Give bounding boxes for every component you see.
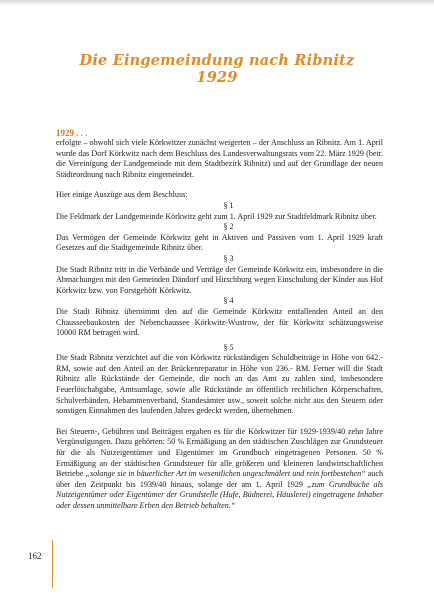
excerpt-intro: Hier einige Auszüge aus dem Beschluss:	[56, 190, 188, 200]
paragraph-benefits	[56, 427, 383, 512]
section-4-text: Die Stadt Ribnitz übernimmt den auf die Gemeinde Körkwitz entfallenden Anteil an den Chausseebaukosten der Nebenchaussee Körkwitz-Wustrow, der für Körkwitz schätzungsweise 10000 RM betragen wird.	[56, 306, 383, 338]
benefits-text-c: auch über den Zeitpunkt bis 1939/40 hinaus, solange der am 1. April 1929	[56, 469, 383, 489]
page-top-edge	[0, 0, 434, 6]
section-2-label: § 2	[223, 222, 234, 232]
section-5-text: Die Stadt Ribnitz verzichtet auf die von Körkwitz rückständigen Schuldbeiträge in Höhe von 642.- RM, sowie auf den Anteil an der Brückenreparatur in Höhe von 236.- RM. Ferner will die Stadt Ribnitz alle Rückstände der Gemeinde, die noch an das Amt zu zahlen sind, insbesondere Feuerlöschabgabe, Amtsumlage, sowie alle Rückstände an öffentlich rechtlichen Körperschaften, Schulverbänden, Hebammenverband, Standesämter usw., soweit solche nicht aus den Steuern oder sonstigen Einnahmen des laufenden Jahres gedeckt werden, übernehmen.	[56, 353, 383, 416]
benefits-text-a: Bei Steuern-, Gebühren und Beiträgen ergaben es für die Körkwitzer für 1929-1939/40 zehn Jahre Vergünstigungen. Dazu gehörten: 50 % Ermäßigung an den städtischen Zuschlägen zur Grundsteuer für die als Nutzeigentümer und Eigentümer im Grundbuch eingetragenen Personen. 50 % Ermäßigung an der städtischen Grundsteuer für alle größeren und kleineren landwirtschaftlichen Betriebe	[56, 426, 383, 479]
section-3-label: § 3	[223, 253, 234, 263]
section-2-text: Das Vermögen der Gemeinde Körkwitz geht in Aktiven und Passiven vom 1. April 1929 kraft Gesetzes auf die Stadtgemeinde Ribnitz über.	[56, 232, 383, 253]
margin-rule	[52, 540, 53, 588]
article-body	[56, 128, 383, 512]
section-1-label: § 1	[223, 200, 234, 210]
section-3-text: Die Stadt Ribnitz tritt in die Verbände und Verträge der Gemeinde Körkwitz ein, insbesondere in die Abmachungen mit den Gemeinden Dändorf und Hirschburg wegen Einschulung der Kinder aus Hof Körkwitz bzw. von Forstgehöft Körkwitz.	[56, 264, 383, 295]
section-5-label: § 5	[223, 342, 234, 352]
section-4-label: § 4	[223, 296, 234, 306]
spacer	[56, 417, 383, 427]
benefits-quote-2: „zum Grundbuche als Nutzeigentümer oder Eigentümer der Grundstelle (Hufe, Büdnerei, Häuslerei) eingetragene Inhaber oder dessen unmittelbare Erben den Betrieb behalten.“	[56, 479, 383, 510]
page-title	[0, 52, 434, 86]
paragraph-intro: erfolgte – obwohl sich viele Körkwitzer zunächst weigerten – der Anschluss an Ribnitz. Am 1. April wurde das Dorf Körkwitz nach dem Beschluss des Landesverwaltungsrats vom 22. März 1929 (betr. die Vereinigung der Landgemeinde mit dem Stadtbezirk Ribnitz) und auf der Grundlage der neuen Städteordnung nach Ribnitz eingemeindet.	[56, 138, 383, 179]
year-heading: 1929 . . .	[56, 128, 88, 138]
page-number: 162	[28, 551, 42, 561]
benefits-quote-1: „solange sie in bäuerlicher Art im wesentlichen ungeschmälert und rein fortbestehen“	[85, 469, 366, 479]
section-1-text: Die Feldmark der Landgemeinde Körkwitz geht zum 1. April 1929 zur Stadtfeldmark Ribnitz über.	[56, 211, 377, 221]
spacer	[56, 180, 383, 190]
title-line-2: 1929	[196, 69, 238, 86]
title-line-1: Die Eingemeindung nach Ribnitz	[79, 52, 355, 69]
